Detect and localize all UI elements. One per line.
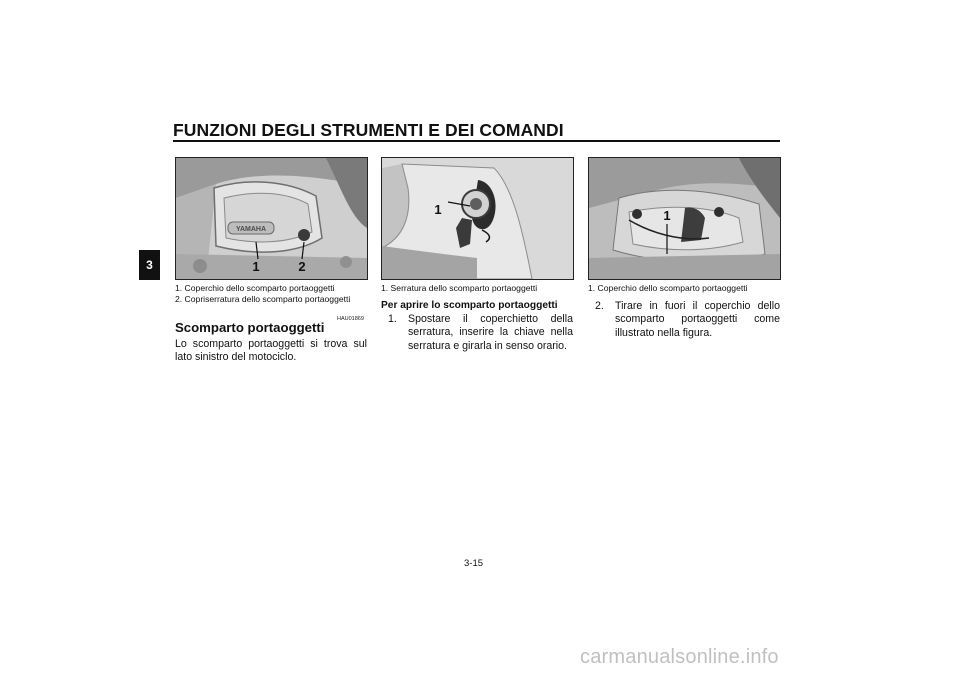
figure-storage-cover-photo xyxy=(175,157,368,280)
callout-1: 1 xyxy=(663,208,671,223)
page-title: FUNZIONI DEGLI STRUMENTI E DEI COMANDI xyxy=(173,120,564,140)
section-title: Scomparto portaoggetti xyxy=(175,320,325,335)
figure-open-cover-photo xyxy=(588,157,781,280)
step-text: Spostare il coperchietto della serratura, inserire la chiave nella serratura e girarla in senso orario. xyxy=(408,313,573,352)
watermark: carmanualsonline.info xyxy=(580,646,779,668)
caption-item: 1. Serratura dello scomparto portaoggetti xyxy=(381,283,538,293)
instruction-step xyxy=(388,313,573,353)
caption-item: 2. Copriserratura dello scomparto portaoggetti xyxy=(175,294,351,304)
instruction-step xyxy=(595,300,780,340)
caption-item: 1. Coperchio dello scomparto portaoggetti xyxy=(588,283,748,293)
figure-2-captions xyxy=(381,283,573,294)
callout-1: 1 xyxy=(252,259,260,274)
step-number: 1. xyxy=(388,313,397,325)
section-intro: Lo scomparto portaoggetti si trova sul lato sinistro del motociclo. xyxy=(175,338,367,364)
step-number: 2. xyxy=(595,300,604,312)
yamaha-emblem: YAMAHA xyxy=(235,226,267,233)
callout-1: 1 xyxy=(434,202,442,217)
caption-item: 1. Coperchio dello scomparto portaoggetti xyxy=(175,283,335,293)
page-number: 3-15 xyxy=(464,558,484,569)
callout-2: 2 xyxy=(298,259,306,274)
figure-lock-photo xyxy=(381,157,574,280)
instructions-subhead: Per aprire lo scomparto portaoggetti xyxy=(381,300,558,311)
header-rule xyxy=(173,140,780,142)
section-code: HAU01869 xyxy=(337,316,364,322)
chapter-tab: 3 xyxy=(139,250,160,280)
figure-3-captions xyxy=(588,283,780,294)
figure-1-captions xyxy=(175,283,367,305)
step-text: Tirare in fuori il coperchio dello scomparto portaoggetti come illustrato nella figura. xyxy=(615,300,780,339)
